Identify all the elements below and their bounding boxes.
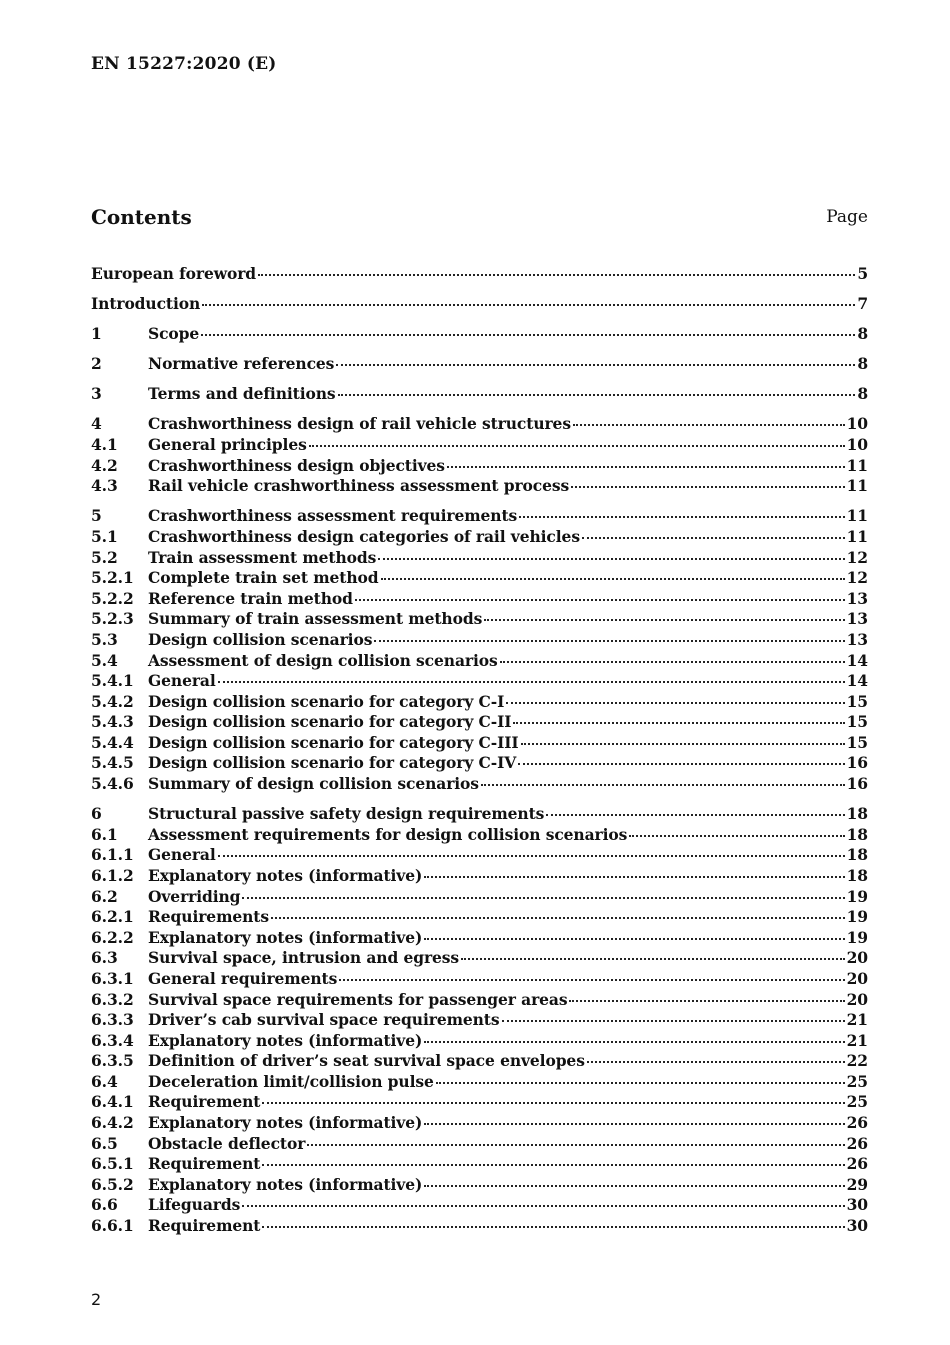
- toc-dot-leader: [424, 870, 844, 878]
- toc-entry-page: 29: [846, 1174, 868, 1194]
- toc-entry-title: Assessment of design collision scenarios: [148, 650, 498, 670]
- toc-entry-page: 8: [857, 354, 868, 374]
- toc-entry-number: 6.5.2: [91, 1174, 134, 1194]
- toc-entry-page: 18: [846, 824, 868, 844]
- toc-entry[interactable]: [91, 476, 868, 497]
- toc-entry-number: 4.3: [91, 476, 118, 496]
- toc-entry-title: Complete train set method: [148, 568, 379, 588]
- toc-entry-title: Scope: [148, 324, 200, 344]
- toc-entry-page: 20: [846, 948, 868, 968]
- toc-entry-number: 6.5: [91, 1133, 118, 1153]
- toc-entry-number: 6.3.1: [91, 968, 134, 988]
- toc-entry-title: Explanatory notes (informative): [148, 1030, 423, 1050]
- toc-entry-page: 19: [846, 907, 868, 927]
- toc-entry-page: 20: [846, 989, 868, 1009]
- toc-dot-leader: [201, 328, 855, 336]
- toc-entry-number: 5: [91, 506, 102, 526]
- toc-entry-title: Requirement: [148, 1154, 261, 1174]
- toc-entry[interactable]: [91, 928, 868, 949]
- toc-entry-title: Crashworthiness design objectives: [148, 455, 445, 475]
- toc-entry-page: 15: [846, 691, 868, 711]
- toc-entry-page: 10: [846, 435, 868, 455]
- toc-entry-page: 26: [846, 1113, 868, 1133]
- toc-entry-title: Summary of design collision scenarios: [148, 774, 479, 794]
- toc-entry-page: 11: [846, 506, 868, 526]
- toc-entry-page: 11: [846, 476, 868, 496]
- toc-entry[interactable]: [91, 1051, 868, 1072]
- toc-entry[interactable]: [91, 264, 868, 285]
- toc-entry-page: 8: [857, 324, 868, 344]
- toc-entry-page: 15: [846, 712, 868, 732]
- toc-entry-title: Rail vehicle crashworthiness assessment process: [148, 476, 570, 496]
- toc-entry[interactable]: [91, 774, 868, 795]
- toc-entry-number: 5.1: [91, 526, 118, 546]
- toc-entry-number: 5.2.1: [91, 568, 134, 588]
- toc-dot-leader: [436, 1076, 845, 1084]
- toc-dot-leader: [202, 298, 855, 306]
- toc-entry-number: 6.2: [91, 886, 118, 906]
- toc-entry[interactable]: [91, 435, 868, 456]
- toc-entry-number: 6.4: [91, 1071, 118, 1091]
- toc-entry[interactable]: [91, 969, 868, 990]
- toc-entry-number: 6.6.1: [91, 1216, 134, 1236]
- toc-entry[interactable]: [91, 294, 868, 315]
- toc-entry[interactable]: [91, 1154, 868, 1175]
- toc-entry[interactable]: [91, 845, 868, 866]
- toc-dot-leader: [271, 911, 845, 919]
- toc-entry-number: 5.4: [91, 650, 118, 670]
- page-column-label: Page: [826, 207, 868, 227]
- toc-entry[interactable]: [91, 324, 868, 345]
- toc-dot-leader: [307, 1138, 844, 1146]
- toc-entry-title: Structural passive safety design requirements: [148, 804, 545, 824]
- toc-entry[interactable]: [91, 825, 868, 846]
- toc-entry-title: Reference train method: [148, 588, 353, 608]
- toc-entry-page: 30: [846, 1216, 868, 1236]
- toc-entry[interactable]: [91, 1113, 868, 1134]
- toc-entry-title: Survival space, intrusion and egress: [148, 948, 460, 968]
- toc-entry-page: 21: [846, 1030, 868, 1050]
- toc-entry-page: 11: [846, 526, 868, 546]
- toc-entry-title: Requirements: [148, 907, 269, 927]
- toc-entry-number: 6.6: [91, 1195, 118, 1215]
- toc-entry-page: 15: [846, 732, 868, 752]
- toc-entry[interactable]: [91, 1072, 868, 1093]
- toc-entry[interactable]: [91, 414, 868, 435]
- toc-entry-number: 5.3: [91, 629, 118, 649]
- toc-entry-page: 13: [846, 588, 868, 608]
- toc-dot-leader: [569, 994, 844, 1002]
- toc-entry-number: 6.2.2: [91, 927, 134, 947]
- toc-entry-title: Explanatory notes (informative): [148, 1113, 423, 1133]
- toc-dot-leader: [587, 1055, 845, 1063]
- toc-entry-page: 18: [846, 865, 868, 885]
- toc-entry-page: 16: [846, 753, 868, 773]
- toc-entry-title: Crashworthiness design categories of rail vehicles: [148, 526, 580, 546]
- toc-entry-title: Requirement: [148, 1216, 261, 1236]
- toc-entry-number: 5.2: [91, 547, 118, 567]
- toc-dot-leader: [258, 268, 855, 276]
- toc-entry-number: 6.3.2: [91, 989, 134, 1009]
- toc-entry-page: 12: [846, 568, 868, 588]
- toc-entry[interactable]: [91, 354, 868, 375]
- toc-entry-number: 4.1: [91, 435, 118, 455]
- toc-entry[interactable]: [91, 948, 868, 969]
- toc-entry-number: 4.2: [91, 455, 118, 475]
- toc-entry[interactable]: [91, 568, 868, 589]
- toc-entry-number: 5.2.2: [91, 588, 134, 608]
- toc-entry-title: Obstacle deflector: [148, 1133, 306, 1153]
- toc-dot-leader: [424, 932, 844, 940]
- toc-entry-number: 6.1.1: [91, 845, 134, 865]
- toc-dot-leader: [424, 1117, 844, 1125]
- toc-entry-title: General requirements: [148, 968, 338, 988]
- toc-entry-title: General: [148, 671, 216, 691]
- toc-entry-page: 13: [846, 609, 868, 629]
- contents-heading: Contents: [91, 205, 192, 229]
- toc-entry-page: 21: [846, 1010, 868, 1030]
- toc-entry-page: 10: [846, 414, 868, 434]
- toc-entry-page: 19: [846, 886, 868, 906]
- toc-entry-page: 26: [846, 1133, 868, 1153]
- toc-entry-number: 5.4.5: [91, 753, 134, 773]
- toc-entry[interactable]: [91, 1092, 868, 1113]
- toc-entry[interactable]: [91, 866, 868, 887]
- toc-entry[interactable]: [91, 753, 868, 774]
- toc-entry[interactable]: [91, 733, 868, 754]
- toc-dot-leader: [502, 1014, 845, 1022]
- toc-entry-title: Definition of driver’s seat survival space envelopes: [148, 1051, 585, 1071]
- toc-entry-number: 6: [91, 804, 102, 824]
- toc-entry-page: 14: [846, 650, 868, 670]
- toc-entry-title: Deceleration limit/collision pulse: [148, 1071, 434, 1091]
- toc-entry-title: Design collision scenario for category C-III: [148, 732, 519, 752]
- toc-entry-title: Assessment requirements for design collision scenarios: [148, 824, 628, 844]
- toc-entry[interactable]: [91, 1216, 868, 1237]
- toc-entry-title: Survival space requirements for passenger areas: [148, 989, 568, 1009]
- toc-entry-title: European foreword: [91, 264, 257, 283]
- toc-entry-page: 19: [846, 927, 868, 947]
- toc-dot-leader: [355, 593, 845, 601]
- document-id: EN 15227:2020 (E): [91, 54, 277, 74]
- toc-dot-leader: [447, 460, 845, 468]
- toc-dot-leader: [500, 655, 845, 663]
- toc-dot-leader: [521, 737, 845, 745]
- toc-entry-number: 5.2.3: [91, 609, 134, 629]
- toc-entry-number: 6.3.3: [91, 1010, 134, 1030]
- toc-entry-number: 5.4.1: [91, 671, 134, 691]
- toc-entry-title: Design collision scenario for category C-IV: [148, 753, 517, 773]
- toc-entry-title: Crashworthiness design of rail vehicle structures: [148, 414, 571, 434]
- toc-entry-number: 2: [91, 354, 102, 374]
- toc-dot-leader: [309, 439, 845, 447]
- toc-dot-leader: [573, 418, 845, 426]
- toc-entry-number: 6.2.1: [91, 907, 134, 927]
- toc-dot-leader: [339, 973, 844, 981]
- toc-entry-title: Explanatory notes (informative): [148, 927, 423, 947]
- toc-entry-page: 5: [857, 264, 868, 283]
- toc-entry-number: 5.4.3: [91, 712, 134, 732]
- toc-dot-leader: [546, 808, 844, 816]
- toc-entry[interactable]: [91, 1134, 868, 1155]
- toc-dot-leader: [242, 891, 844, 899]
- toc-entry[interactable]: [91, 887, 868, 908]
- toc-entry[interactable]: [91, 527, 868, 548]
- toc-dot-leader: [481, 778, 845, 786]
- toc-entry[interactable]: [91, 651, 868, 672]
- toc-entry-page: 30: [846, 1195, 868, 1215]
- toc-entry[interactable]: [91, 1010, 868, 1031]
- toc-entry[interactable]: [91, 548, 868, 569]
- toc-entry-number: 6.3.4: [91, 1030, 134, 1050]
- toc-entry-page: 14: [846, 671, 868, 691]
- toc-dot-leader: [424, 1179, 844, 1187]
- toc-entry-title: Summary of train assessment methods: [148, 609, 483, 629]
- toc-dot-leader: [262, 1220, 844, 1228]
- toc-entry-page: 13: [846, 629, 868, 649]
- toc-entry-title: Design collision scenario for category C-II: [148, 712, 512, 732]
- toc-dot-leader: [242, 1199, 844, 1207]
- toc-entry-page: 16: [846, 774, 868, 794]
- toc-entry-title: Driver’s cab survival space requirements: [148, 1010, 500, 1030]
- toc-entry-page: 7: [857, 294, 868, 314]
- toc-entry-title: Introduction: [91, 294, 201, 314]
- toc-entry[interactable]: [91, 384, 868, 405]
- toc-entry-number: 3: [91, 384, 102, 404]
- toc-dot-leader: [218, 849, 845, 857]
- toc-entry-title: Crashworthiness assessment requirements: [148, 506, 518, 526]
- toc-entry-page: 26: [846, 1154, 868, 1174]
- toc-entry-number: 6.5.1: [91, 1154, 134, 1174]
- toc-entry-title: Explanatory notes (informative): [148, 865, 423, 885]
- toc-entry[interactable]: [91, 712, 868, 733]
- toc-entry-number: 1: [91, 324, 102, 344]
- toc-entry[interactable]: [91, 804, 868, 825]
- toc-dot-leader: [336, 358, 855, 366]
- toc-entry-page: 11: [846, 455, 868, 475]
- toc-entry-title: Lifeguards: [148, 1195, 241, 1215]
- toc-entry-title: Normative references: [148, 354, 335, 374]
- toc-dot-leader: [513, 716, 844, 724]
- toc-entry-number: 6.3.5: [91, 1051, 134, 1071]
- toc-entry-page: 25: [846, 1071, 868, 1091]
- toc-entry-title: General: [148, 845, 216, 865]
- toc-entry-title: Requirement: [148, 1092, 261, 1112]
- toc-entry-number: 4: [91, 414, 102, 434]
- toc-dot-leader: [262, 1158, 844, 1166]
- toc-dot-leader: [518, 757, 844, 765]
- toc-entry[interactable]: [91, 506, 868, 527]
- toc-entry-page: 12: [846, 547, 868, 567]
- toc-entry[interactable]: [91, 990, 868, 1011]
- toc-entry-title: General principles: [148, 435, 307, 455]
- toc-dot-leader: [424, 1035, 844, 1043]
- toc-entry-number: 5.4.2: [91, 691, 134, 711]
- toc-entry-number: 6.1.2: [91, 865, 134, 885]
- toc-entry-number: 5.4.4: [91, 732, 134, 752]
- toc-dot-leader: [629, 829, 844, 837]
- toc-dot-leader: [374, 634, 844, 642]
- toc-entry[interactable]: [91, 692, 868, 713]
- toc-dot-leader: [506, 696, 844, 704]
- toc-entry[interactable]: [91, 630, 868, 651]
- toc-entry-title: Train assessment methods: [148, 547, 377, 567]
- toc-entry[interactable]: [91, 1195, 868, 1216]
- toc-entry-page: 22: [846, 1051, 868, 1071]
- toc-entry-page: 8: [857, 384, 868, 404]
- toc-dot-leader: [338, 388, 856, 396]
- toc-dot-leader: [381, 572, 845, 580]
- toc-dot-leader: [484, 613, 844, 621]
- toc-entry-title: Design collision scenarios: [148, 629, 373, 649]
- toc-dot-leader: [461, 952, 845, 960]
- toc-entry-page: 18: [846, 845, 868, 865]
- toc-entry-page: 18: [846, 804, 868, 824]
- toc-entry[interactable]: [91, 609, 868, 630]
- toc-entry-number: 6.4.1: [91, 1092, 134, 1112]
- toc-dot-leader: [218, 675, 845, 683]
- toc-entry-page: 20: [846, 968, 868, 988]
- page-number: 2: [91, 1290, 102, 1309]
- toc-entry-number: 6.1: [91, 824, 118, 844]
- toc-entry-number: 5.4.6: [91, 774, 134, 794]
- table-of-contents: [91, 264, 868, 1237]
- toc-entry[interactable]: [91, 589, 868, 610]
- toc-entry[interactable]: [91, 671, 868, 692]
- toc-dot-leader: [378, 552, 844, 560]
- toc-entry[interactable]: [91, 456, 868, 477]
- toc-entry-number: 6.3: [91, 948, 118, 968]
- toc-entry-number: 6.4.2: [91, 1113, 134, 1133]
- toc-entry-title: Explanatory notes (informative): [148, 1174, 423, 1194]
- toc-dot-leader: [582, 531, 845, 539]
- toc-entry[interactable]: [91, 1031, 868, 1052]
- toc-dot-leader: [571, 480, 844, 488]
- toc-entry[interactable]: [91, 1175, 868, 1196]
- toc-dot-leader: [519, 510, 844, 518]
- toc-entry-page: 25: [846, 1092, 868, 1112]
- toc-entry-title: Overriding: [148, 886, 241, 906]
- toc-entry[interactable]: [91, 907, 868, 928]
- toc-entry-title: Design collision scenario for category C-I: [148, 691, 505, 711]
- toc-entry-title: Terms and definitions: [148, 384, 336, 404]
- toc-dot-leader: [262, 1096, 844, 1104]
